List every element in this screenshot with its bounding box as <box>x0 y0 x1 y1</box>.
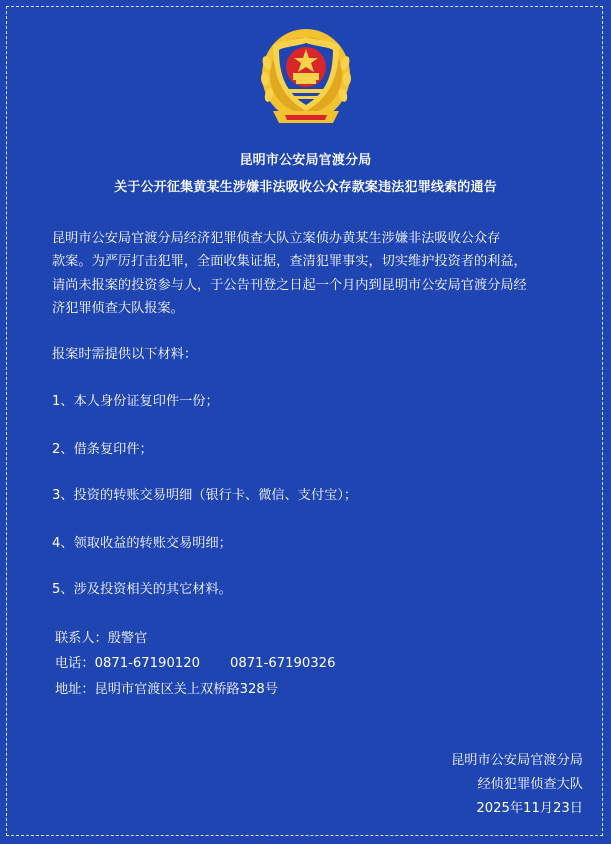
intro-line-4: 济犯罪侦查大队报案。 <box>52 301 184 316</box>
phone-number-2: 0871-67190326 <box>230 656 336 671</box>
list-item: 5、涉及投资相关的其它材料。 <box>52 582 232 597</box>
contact-phone <box>55 654 335 674</box>
notice-title: 关于公开征集黄某生涉嫌非法吸收公众存款案违法犯罪线索的通告 <box>114 180 497 195</box>
issuing-org-heading: 昆明市公安局官渡分局 <box>239 153 372 168</box>
contact-address: 地址：昆明市官渡区关上双桥路328号 <box>55 682 278 697</box>
list-item: 4、领取收益的转账交易明细； <box>52 536 232 551</box>
list-item: 3、投资的转账交易明细（银行卡、微信、支付宝）； <box>52 488 358 503</box>
signature-org: 昆明市公安局官渡分局 <box>451 753 583 768</box>
phone-label: 电话： <box>55 656 95 671</box>
list-item: 2、借条复印件； <box>52 442 153 457</box>
signature-date: 2025年11月23日 <box>476 801 583 816</box>
intro-line-2: 款案。为严厉打击犯罪，全面收集证据，查清犯罪事实，切实维护投资者的利益， <box>52 254 527 269</box>
phone-number-1: 0871-67190120 <box>94 656 201 671</box>
contact-person: 联系人：殷警官 <box>55 631 148 646</box>
list-item: 1、本人身份证复印件一份； <box>52 394 219 409</box>
police-emblem-icon <box>255 23 357 133</box>
materials-heading: 报案时需提供以下材料： <box>52 347 198 362</box>
intro-line-1: 昆明市公安局官渡分局经济犯罪侦查大队立案侦办黄某生涉嫌非法吸收公众存 <box>52 231 501 246</box>
signature-unit: 经侦犯罪侦查大队 <box>477 777 583 792</box>
intro-line-3: 请尚未报案的投资参与人，于公告刊登之日起一个月内到昆明市公安局官渡分局经 <box>52 278 527 293</box>
